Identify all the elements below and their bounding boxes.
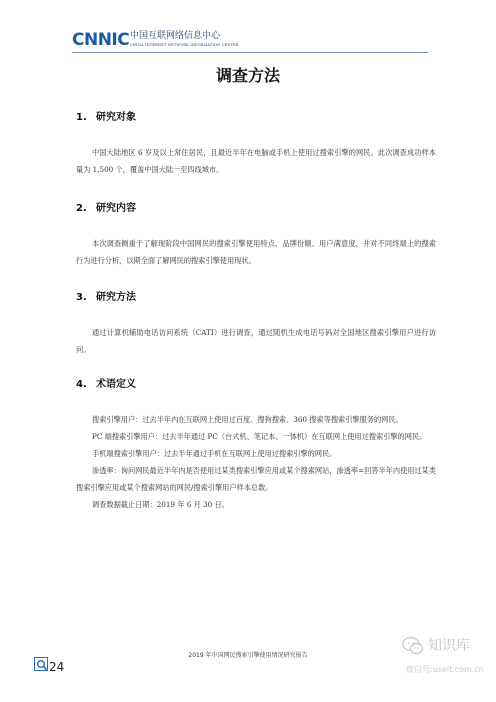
section-research-method — [76, 291, 436, 358]
paragraph: 搜索引擎用户：过去半年内在互联网上使用过百度、搜狗搜索、360 搜索等搜索引擎服务的网民。 — [92, 415, 403, 424]
section-title: 术语定义 — [96, 379, 136, 390]
section-number: 3. — [76, 292, 87, 303]
page-number: 24 — [49, 660, 65, 674]
watermark-subtitle: 微信号:useit.com.cn — [406, 665, 484, 674]
header-logo — [72, 30, 272, 52]
cnnic-logo: CNNIC — [72, 30, 130, 50]
paragraph: 通过计算机辅助电话访问系统（CATI）进行调查，通过随机生成电话号码对全国地区搜索引擎用户进行访问。 — [76, 328, 436, 354]
section-number: 1. — [76, 112, 87, 123]
page-title: 调查方法 — [215, 66, 280, 85]
section-number: 4. — [76, 379, 87, 390]
section-research-subject — [76, 111, 436, 178]
header-divider — [72, 52, 428, 53]
paragraph: 调查数据截止日期：2019 年 6 月 30 日。 — [92, 500, 229, 509]
paragraph: 中国大陆地区 6 岁及以上常住居民，且最近半年在电脑或手机上使用过搜索引擎的网民。此次调查成功样本量为 1,500 个，覆盖中国大陆一至四线城市。 — [76, 148, 436, 174]
paragraph: 本次调查侧重于了解现阶段中国网民的搜索引擎使用特点、品牌份额、用户满意度，并对不同终端上的搜索行为进行分析，以期全面了解网民的搜索引擎使用现状。 — [76, 239, 436, 265]
paragraph: 手机端搜索引擎用户：过去半年通过手机在互联网上使用过搜索引擎的网民。 — [92, 449, 337, 458]
paragraph: 渗透率：询问网民最近半年内是否使用过某类搜索引擎应用或某个搜索网站，渗透率=回答半年内使用过某类搜索引擎应用或某个搜索网站的网民/搜索引擎用户样本总数。 — [76, 466, 436, 492]
org-name-cn: 中国互联网络信息中心 — [130, 31, 221, 41]
section-title: 研究对象 — [96, 112, 136, 123]
magnifier-icon — [34, 657, 48, 671]
footer-report-title: 2019 年中国网民搜索引擎使用情况研究报告 — [188, 652, 308, 659]
org-name-en: CHINA INTERNET NETWORK INFORMATION CENTER — [130, 43, 239, 47]
section-title: 研究内容 — [96, 203, 136, 214]
section-heading — [76, 111, 436, 125]
section-heading — [76, 291, 436, 305]
section-number: 2. — [76, 203, 87, 214]
watermark-title: 知识库 — [428, 638, 470, 654]
paragraph: PC 端搜索引擎用户：过去半年通过 PC（台式机、笔记本、一体机）在互联网上使用过搜索引擎的网民。 — [92, 432, 427, 441]
section-research-content — [76, 202, 436, 269]
wechat-icon — [402, 636, 424, 656]
section-heading — [76, 202, 436, 216]
section-term-definitions — [76, 378, 436, 513]
section-title: 研究方法 — [96, 292, 136, 303]
section-heading — [76, 378, 436, 392]
